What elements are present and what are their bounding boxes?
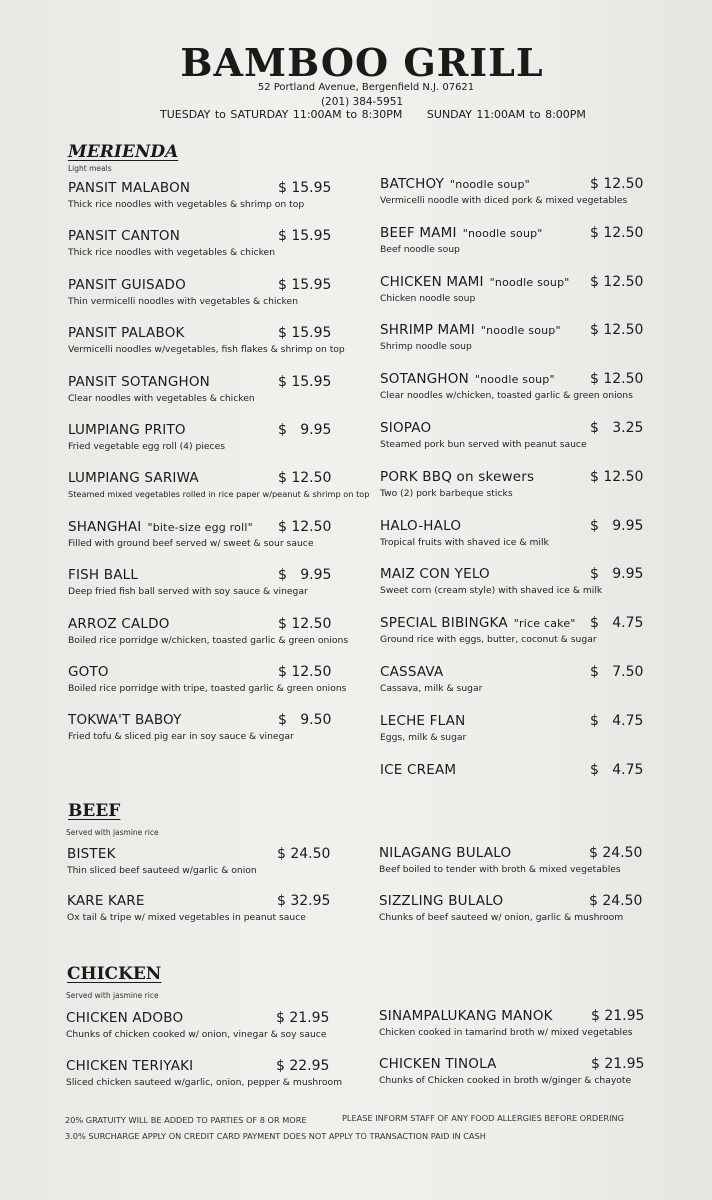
menu-item-title: CHICKEN TINOLA [379, 1056, 497, 1072]
menu-item-title: FISH BALL [68, 567, 139, 584]
restaurant-title: BAMBOO GRILL [180, 40, 544, 85]
menu-item-description: Chunks of chicken cooked w/ onion, vinegar & soy sauce [66, 1029, 327, 1040]
menu-item-title: LUMPIANG SARIWA [68, 470, 199, 487]
menu-item [380, 371, 680, 401]
menu-item-description: Thick rice noodles with vegetables & shrimp on top [68, 199, 305, 210]
menu-item-title: LUMPIANG PRITO [68, 422, 186, 438]
menu-item-title: PANSIT CANTON [68, 228, 181, 245]
menu-item-description: Thin vermicelli noodles with vegetables & chicken [68, 295, 299, 307]
menu-item-price: $ 21.95 [276, 1010, 330, 1026]
menu-item [380, 713, 680, 743]
menu-item-title: ARROZ CALDO [68, 615, 170, 632]
menu-item [380, 518, 680, 548]
menu-item-description: Boiled rice porridge with tripe, toasted garlic & green onions [68, 683, 347, 694]
menu-item-title: SINAMPALUKANG MANOK [379, 1008, 553, 1024]
menu-item-title: BEEF MAMI [380, 224, 457, 241]
menu-item-description: Steamed mixed vegetables rolled in rice paper w/peanut & shrimp on top [68, 489, 370, 500]
menu-item-description: Boiled rice porridge w/chicken, toasted garlic & green onions [68, 634, 349, 646]
menu-item [68, 470, 368, 499]
restaurant-address: 52 Portland Avenue, Bergenfield N.J. 07621 [257, 82, 475, 93]
hours-weekday: TUESDAY to SATURDAY 11:00AM to 8:30PM [160, 108, 403, 121]
menu-item-description: Chunks of Chicken cooked in broth w/ginger & chayote [379, 1075, 632, 1086]
menu-item [68, 228, 368, 258]
menu-item-price: $ 12.50 [278, 664, 332, 680]
menu-item-description: Eggs, milk & sugar [380, 731, 467, 743]
menu-item-title: KARE KARE [67, 893, 145, 909]
menu-item-description: Vermicelli noodle with diced pork & mixed vegetables [380, 195, 628, 206]
menu-item-title: MAIZ CON YELO [380, 566, 490, 583]
menu-item-title: PANSIT MALABON [68, 180, 191, 196]
menu-item-title: SPECIAL BIBINGKA [380, 615, 508, 632]
menu-item-title: SIZZLING BULALO [379, 893, 504, 909]
section-subtitle-chicken: Served with jasmine rice [66, 991, 159, 1000]
gratuity-notice: 20% GRATUITY WILL BE ADDED TO PARTIES OF 8 OR MORE [65, 1115, 307, 1125]
menu-item-title: CASSAVA [380, 664, 444, 680]
menu-item-price: $ 15.95 [278, 325, 332, 342]
menu-item [380, 469, 680, 499]
menu-item-title: TOKWA'T BABOY [68, 712, 182, 729]
menu-item-price: $ 9.50 [278, 712, 332, 729]
surcharge-notice: 3.0% SURCHARGE APPLY ON CREDIT CARD PAYMENT DOES NOT APPLY TO TRANSACTION PAID IN CASH [65, 1131, 486, 1141]
menu-item-description: Vermicelli noodles w/vegetables, fish flakes & shrimp on top [68, 344, 345, 356]
menu-item-title: PANSIT PALABOK [68, 325, 185, 342]
menu-item-note: "noodle soup" [462, 226, 543, 240]
menu-item-title: ICE CREAM [380, 761, 457, 778]
menu-item-price: $ 12.50 [278, 615, 332, 632]
menu-item-note: "bite-size egg roll" [147, 520, 253, 534]
menu-item-description: Beef boiled to tender with broth & mixed vegetables [379, 864, 621, 875]
menu-item-description: Tropical fruits with shaved ice & milk [380, 536, 549, 548]
menu-item-description: Cassava, milk & sugar [380, 683, 483, 694]
menu-item-title: BISTEK [67, 846, 116, 862]
menu-item-title: CHICKEN MAMI [380, 273, 484, 290]
menu-item-description: Ox tail & tripe w/ mixed vegetables in peanut sauce [67, 912, 306, 923]
menu-item-description: Sliced chicken sauteed w/garlic, onion, pepper & mushroom [66, 1077, 343, 1088]
menu-item-price: $ 3.25 [590, 420, 644, 436]
menu-item [68, 664, 368, 694]
menu-item-price: $ 22.95 [276, 1058, 330, 1074]
menu-item-description: Thick rice noodles with vegetables & chicken [68, 247, 276, 259]
menu-item-title: PANSIT SOTANGHON [68, 373, 210, 390]
menu-item-description: Ground rice with eggs, butter, coconut & sugar [380, 634, 597, 646]
menu-item [379, 893, 679, 923]
menu-item-title: SOTANGHON [380, 371, 469, 388]
menu-item-title: NILAGANG BULALO [379, 845, 512, 861]
menu-item-description: Clear noodles with vegetables & chicken [68, 392, 255, 404]
menu-item-price: $ 12.50 [278, 518, 332, 535]
menu-item-price: $ 32.95 [277, 893, 331, 909]
menu-item [379, 845, 679, 875]
menu-item-description: Shrimp noodle soup [380, 341, 472, 353]
menu-item-price: $ 12.50 [590, 468, 644, 485]
section-title-merienda: MERIENDA [68, 142, 179, 162]
menu-item-description: Beef noodle soup [380, 243, 460, 255]
menu-item-price: $ 12.50 [278, 470, 332, 487]
menu-item-title: PANSIT GUISADO [68, 276, 186, 293]
hours-sunday: SUNDAY 11:00AM to 8:00PM [426, 108, 586, 121]
menu-item [67, 893, 367, 923]
menu-item-description: Clear noodles w/chicken, toasted garlic & green onions [380, 390, 633, 402]
menu-item [380, 176, 680, 206]
menu-item-price: $ 15.95 [278, 228, 332, 245]
menu-item-description: Chunks of beef sauteed w/ onion, garlic & mushroom [379, 912, 624, 923]
menu-item-price: $ 7.50 [590, 664, 644, 680]
menu-item [379, 1056, 679, 1086]
menu-item-title: CHICKEN ADOBO [66, 1010, 184, 1026]
menu-item [68, 422, 368, 452]
menu-item-price: $ 12.50 [590, 273, 644, 290]
menu-item [380, 322, 680, 352]
menu-item-price: $ 9.95 [590, 566, 644, 583]
menu-item [380, 615, 680, 645]
menu-item-description: Sweet corn (cream style) with shaved ice & milk [380, 585, 603, 597]
menu-item-price: $ 12.50 [590, 176, 644, 192]
menu-item-price: $ 15.95 [278, 180, 332, 196]
menu-item-price: $ 24.50 [277, 846, 331, 862]
menu-item [379, 1008, 679, 1038]
menu-item-price: $ 12.50 [590, 322, 644, 339]
menu-item-title: HALO-HALO [380, 517, 462, 534]
menu-item-title: PORK BBQ on skewers [380, 468, 535, 485]
menu-item-price: $ 24.50 [589, 845, 643, 861]
menu-item [68, 519, 368, 549]
menu-item-description: Fried vegetable egg roll (4) pieces [68, 441, 226, 452]
menu-item-description: Two (2) pork barbeque sticks [380, 487, 513, 499]
menu-item-description: Chicken noodle soup [380, 292, 476, 304]
menu-item-title: SHANGHAI [68, 518, 142, 535]
menu-item-description: Fried tofu & sliced pig ear in soy sauce & vinegar [68, 731, 294, 743]
menu-item-title: SHRIMP MAMI [380, 322, 475, 339]
menu-item-title: GOTO [68, 664, 109, 680]
menu-item [380, 274, 680, 304]
menu-item [380, 664, 680, 694]
menu-item [68, 277, 368, 307]
menu-item [68, 325, 368, 355]
opening-hours [160, 108, 606, 121]
menu-item [68, 374, 368, 404]
menu-item-title: LECHE FLAN [380, 712, 466, 729]
menu-item [68, 712, 368, 742]
menu-item-description: Deep fried fish ball served with soy sauce & vinegar [68, 586, 308, 598]
menu-item-description: Thin sliced beef sauteed w/garlic & onion [67, 865, 257, 876]
menu-item [380, 566, 680, 596]
menu-item [66, 1058, 366, 1088]
menu-item-price: $ 4.75 [590, 615, 644, 632]
menu-item-price: $ 12.50 [590, 224, 644, 241]
menu-item-title: SIOPAO [380, 420, 432, 436]
menu-item-note: "rice cake" [513, 617, 576, 631]
menu-item-note: "noodle soup" [480, 324, 561, 338]
menu-item-price: $ 15.95 [278, 276, 332, 293]
section-subtitle-beef: Served with jasmine rice [66, 828, 159, 837]
menu-item-price: $ 24.50 [589, 893, 643, 909]
menu-item-price: $ 21.95 [591, 1056, 645, 1072]
menu-item-note: "noodle soup" [474, 373, 555, 387]
menu-item [380, 420, 680, 450]
menu-item-price: $ 12.50 [590, 371, 644, 388]
menu-item-price: $ 9.95 [590, 517, 644, 534]
menu-item [66, 1010, 366, 1040]
menu-item-description: Steamed pork bun served with peanut sauce [380, 439, 587, 450]
menu-item [68, 180, 368, 210]
menu-item-price: $ 4.75 [590, 761, 644, 778]
section-title-beef: BEEF [68, 801, 121, 821]
section-title-chicken: CHICKEN [67, 964, 162, 984]
menu-item-price: $ 9.95 [278, 567, 332, 584]
menu-item-price: $ 21.95 [591, 1008, 645, 1024]
menu-item [68, 567, 368, 597]
menu-item-description: Filled with ground beef served w/ sweet & sour sauce [68, 537, 314, 549]
menu-item-note: "noodle soup" [489, 275, 570, 289]
section-subtitle-merienda: Light meals [68, 164, 112, 173]
menu-item [380, 225, 680, 255]
restaurant-phone: (201) 384-5951 [320, 96, 404, 108]
menu-item [68, 616, 368, 646]
allergy-notice: PLEASE INFORM STAFF OF ANY FOOD ALLERGIES BEFORE ORDERING [342, 1113, 624, 1123]
menu-item [380, 762, 680, 778]
menu-item-note: "noodle soup" [450, 178, 530, 191]
menu-item [67, 846, 367, 876]
menu-item-title: BATCHOY [380, 176, 445, 192]
menu-item-price: $ 9.95 [278, 422, 332, 438]
menu-item-price: $ 15.95 [278, 373, 332, 390]
menu-item-price: $ 4.75 [590, 712, 644, 729]
menu-item-description: Chicken cooked in tamarind broth w/ mixed vegetables [379, 1027, 633, 1038]
menu-item-title: CHICKEN TERIYAKI [66, 1058, 194, 1074]
